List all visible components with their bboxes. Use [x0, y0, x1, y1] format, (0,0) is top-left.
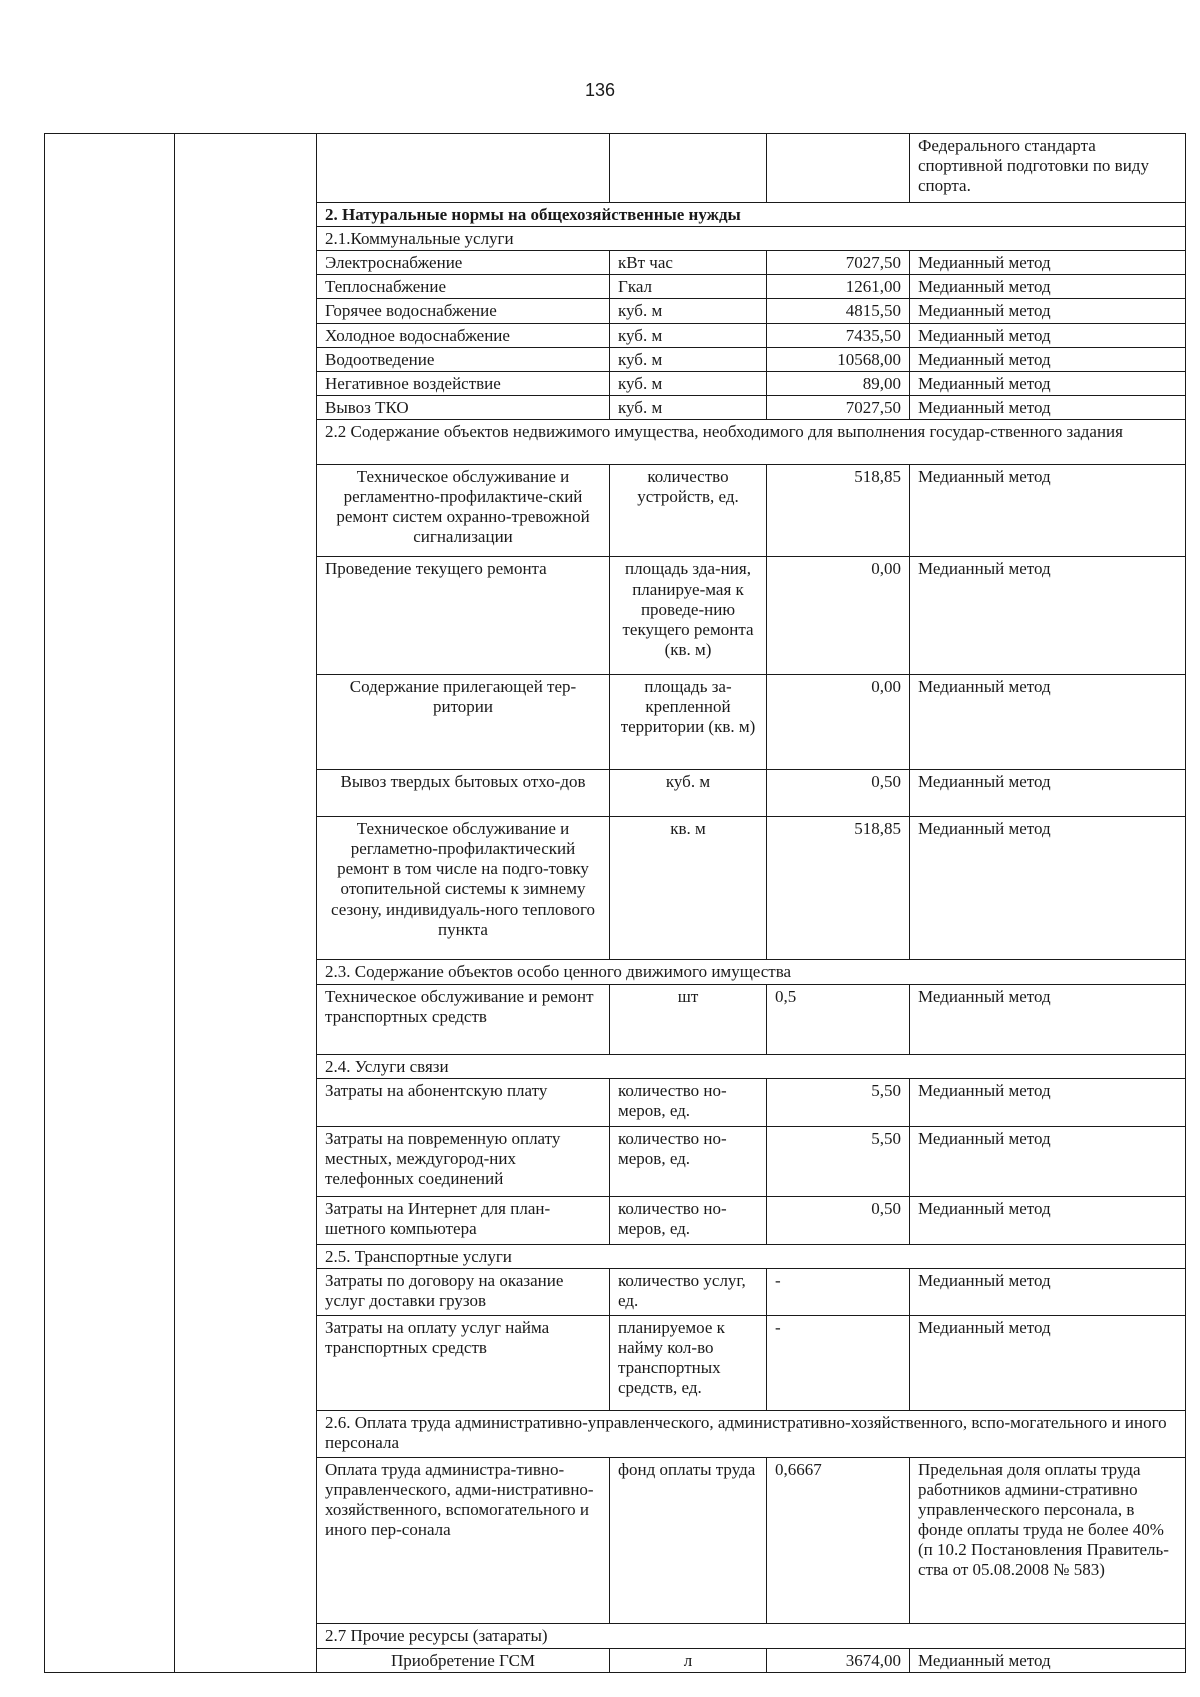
outer-column-1 — [45, 134, 175, 1673]
row-method: Медианный метод — [910, 372, 1186, 396]
row-value: 7435,50 — [767, 323, 910, 347]
section-title: 2. Натуральные нормы на общехозяйственные нужды — [317, 202, 1186, 226]
row-name: Вывоз ТКО — [317, 396, 610, 420]
subsection-title: 2.1.Коммунальные услуги — [317, 226, 1186, 250]
row-name: Затраты на оплату услуг найма транспортных средств — [317, 1316, 610, 1411]
row-name: Негативное воздействие — [317, 372, 610, 396]
row-unit: куб. м — [610, 347, 767, 371]
row-method: Медианный метод — [910, 770, 1186, 817]
row-method: Медианный метод — [910, 250, 1186, 274]
row-unit: л — [610, 1648, 767, 1672]
row-method: Медианный метод — [910, 1316, 1186, 1411]
row-value: 0,6667 — [767, 1458, 910, 1624]
row-value: 518,85 — [767, 464, 910, 557]
row-unit: куб. м — [610, 323, 767, 347]
row-value: 10568,00 — [767, 347, 910, 371]
row-unit: кв. м — [610, 817, 767, 960]
subsection-title: 2.4. Услуги связи — [317, 1055, 1186, 1079]
row-method: Медианный метод — [910, 347, 1186, 371]
subsection-title: 2.6. Оплата труда административно-управленческого, административно-хозяйственного, вспо-могательного и иного персонала — [317, 1410, 1186, 1457]
row-method: Медианный метод — [910, 323, 1186, 347]
row-name: Затраты по договору на оказание услуг доставки грузов — [317, 1268, 610, 1315]
row-value: 4815,50 — [767, 299, 910, 323]
row-value: 7027,50 — [767, 396, 910, 420]
row-value: 7027,50 — [767, 250, 910, 274]
row-name: Теплоснабжение — [317, 275, 610, 299]
row-method: Медианный метод — [910, 275, 1186, 299]
row-method: Медианный метод — [910, 1126, 1186, 1197]
row-value: 1261,00 — [767, 275, 910, 299]
page-number: 136 — [584, 80, 616, 100]
row-value: 0,00 — [767, 675, 910, 770]
row-unit: планируемое к найму кол-во транспортных средств, ед. — [610, 1316, 767, 1411]
row-unit: кВт час — [610, 250, 767, 274]
subsection-title: 2.5. Транспортные услуги — [317, 1244, 1186, 1268]
row-unit: количество но-меров, ед. — [610, 1197, 767, 1244]
row-value: 0,00 — [767, 557, 910, 675]
row-unit: куб. м — [610, 299, 767, 323]
row-method: Медианный метод — [910, 984, 1186, 1055]
row-value: - — [767, 1316, 910, 1411]
row-method: Медианный метод — [910, 464, 1186, 557]
row-value: 3674,00 — [767, 1648, 910, 1672]
row-unit: куб. м — [610, 372, 767, 396]
row-name: Горячее водоснабжение — [317, 299, 610, 323]
row-unit: фонд оплаты труда — [610, 1458, 767, 1624]
row-unit: площадь зда-ния, планируе-мая к проведе-нию текущего ремонта (кв. м) — [610, 557, 767, 675]
row-method: Медианный метод — [910, 1079, 1186, 1126]
row-method: Медианный метод — [910, 299, 1186, 323]
outer-column-2 — [175, 134, 317, 1673]
row-unit: куб. м — [610, 396, 767, 420]
row-unit: площадь за-крепленной территории (кв. м) — [610, 675, 767, 770]
row-method: Предельная доля оплаты труда работников админи-стративно управленческого персонала, в фонде оплаты труда не более 40% (п 10.2 Постановления Правитель-ства от 05.08.2008 № 583) — [910, 1458, 1186, 1624]
row-method: Медианный метод — [910, 557, 1186, 675]
row-name: Техническое обслуживание и ремонт транспортных средств — [317, 984, 610, 1055]
row-unit: куб. м — [610, 770, 767, 817]
row-name: Затраты на абонентскую плату — [317, 1079, 610, 1126]
subsection-title: 2.2 Содержание объектов недвижимого имущества, необходимого для выполнения государ-ственного задания — [317, 420, 1186, 464]
row-name: Техническое обслуживание и регламетно-профилактический ремонт в том числе на подго-товку отопительной системы к зимнему сезону, индивидуаль-ного теплового пункта — [317, 817, 610, 960]
row-name: Приобретение ГСМ — [317, 1648, 610, 1672]
row-unit: количество но-меров, ед. — [610, 1079, 767, 1126]
row-unit: шт — [610, 984, 767, 1055]
norms-table — [44, 133, 1186, 1673]
row-unit: количество устройств, ед. — [610, 464, 767, 557]
row-value: 0,5 — [767, 984, 910, 1055]
row-unit: количество услуг, ед. — [610, 1268, 767, 1315]
row-name: Затраты на Интернет для план-шетного компьютера — [317, 1197, 610, 1244]
row-method: Медианный метод — [910, 675, 1186, 770]
subsection-title: 2.7 Прочие ресурсы (затараты) — [317, 1624, 1186, 1648]
row-method: Медианный метод — [910, 1648, 1186, 1672]
row-method: Медианный метод — [910, 396, 1186, 420]
row-value: 89,00 — [767, 372, 910, 396]
row-name: Затраты на повременную оплату местных, междугород-них телефонных соединений — [317, 1126, 610, 1197]
row-method: Медианный метод — [910, 817, 1186, 960]
row-unit: количество но-меров, ед. — [610, 1126, 767, 1197]
row-name: Оплата труда администра-тивно-управленческого, адми-нистративно-хозяйственного, вспомогательного и иного пер-сонала — [317, 1458, 610, 1624]
row-value: 518,85 — [767, 817, 910, 960]
continuation-text: Федерального стандарта спортивной подготовки по виду спорта. — [910, 134, 1186, 203]
row-name: Водоотведение — [317, 347, 610, 371]
row-value: 0,50 — [767, 770, 910, 817]
row-name: Вывоз твердых бытовых отхо-дов — [317, 770, 610, 817]
row-unit: Гкал — [610, 275, 767, 299]
row-method: Медианный метод — [910, 1197, 1186, 1244]
row-value: 5,50 — [767, 1126, 910, 1197]
row-name: Содержание прилегающей тер-ритории — [317, 675, 610, 770]
row-value: - — [767, 1268, 910, 1315]
subsection-title: 2.3. Содержание объектов особо ценного движимого имущества — [317, 960, 1186, 984]
row-method: Медианный метод — [910, 1268, 1186, 1315]
row-name: Электроснабжение — [317, 250, 610, 274]
table-row — [45, 134, 1186, 203]
row-name: Техническое обслуживание и регламентно-профилактиче-ский ремонт систем охранно-тревожной сигнализации — [317, 464, 610, 557]
row-name: Холодное водоснабжение — [317, 323, 610, 347]
row-value: 0,50 — [767, 1197, 910, 1244]
row-name: Проведение текущего ремонта — [317, 557, 610, 675]
row-value: 5,50 — [767, 1079, 910, 1126]
